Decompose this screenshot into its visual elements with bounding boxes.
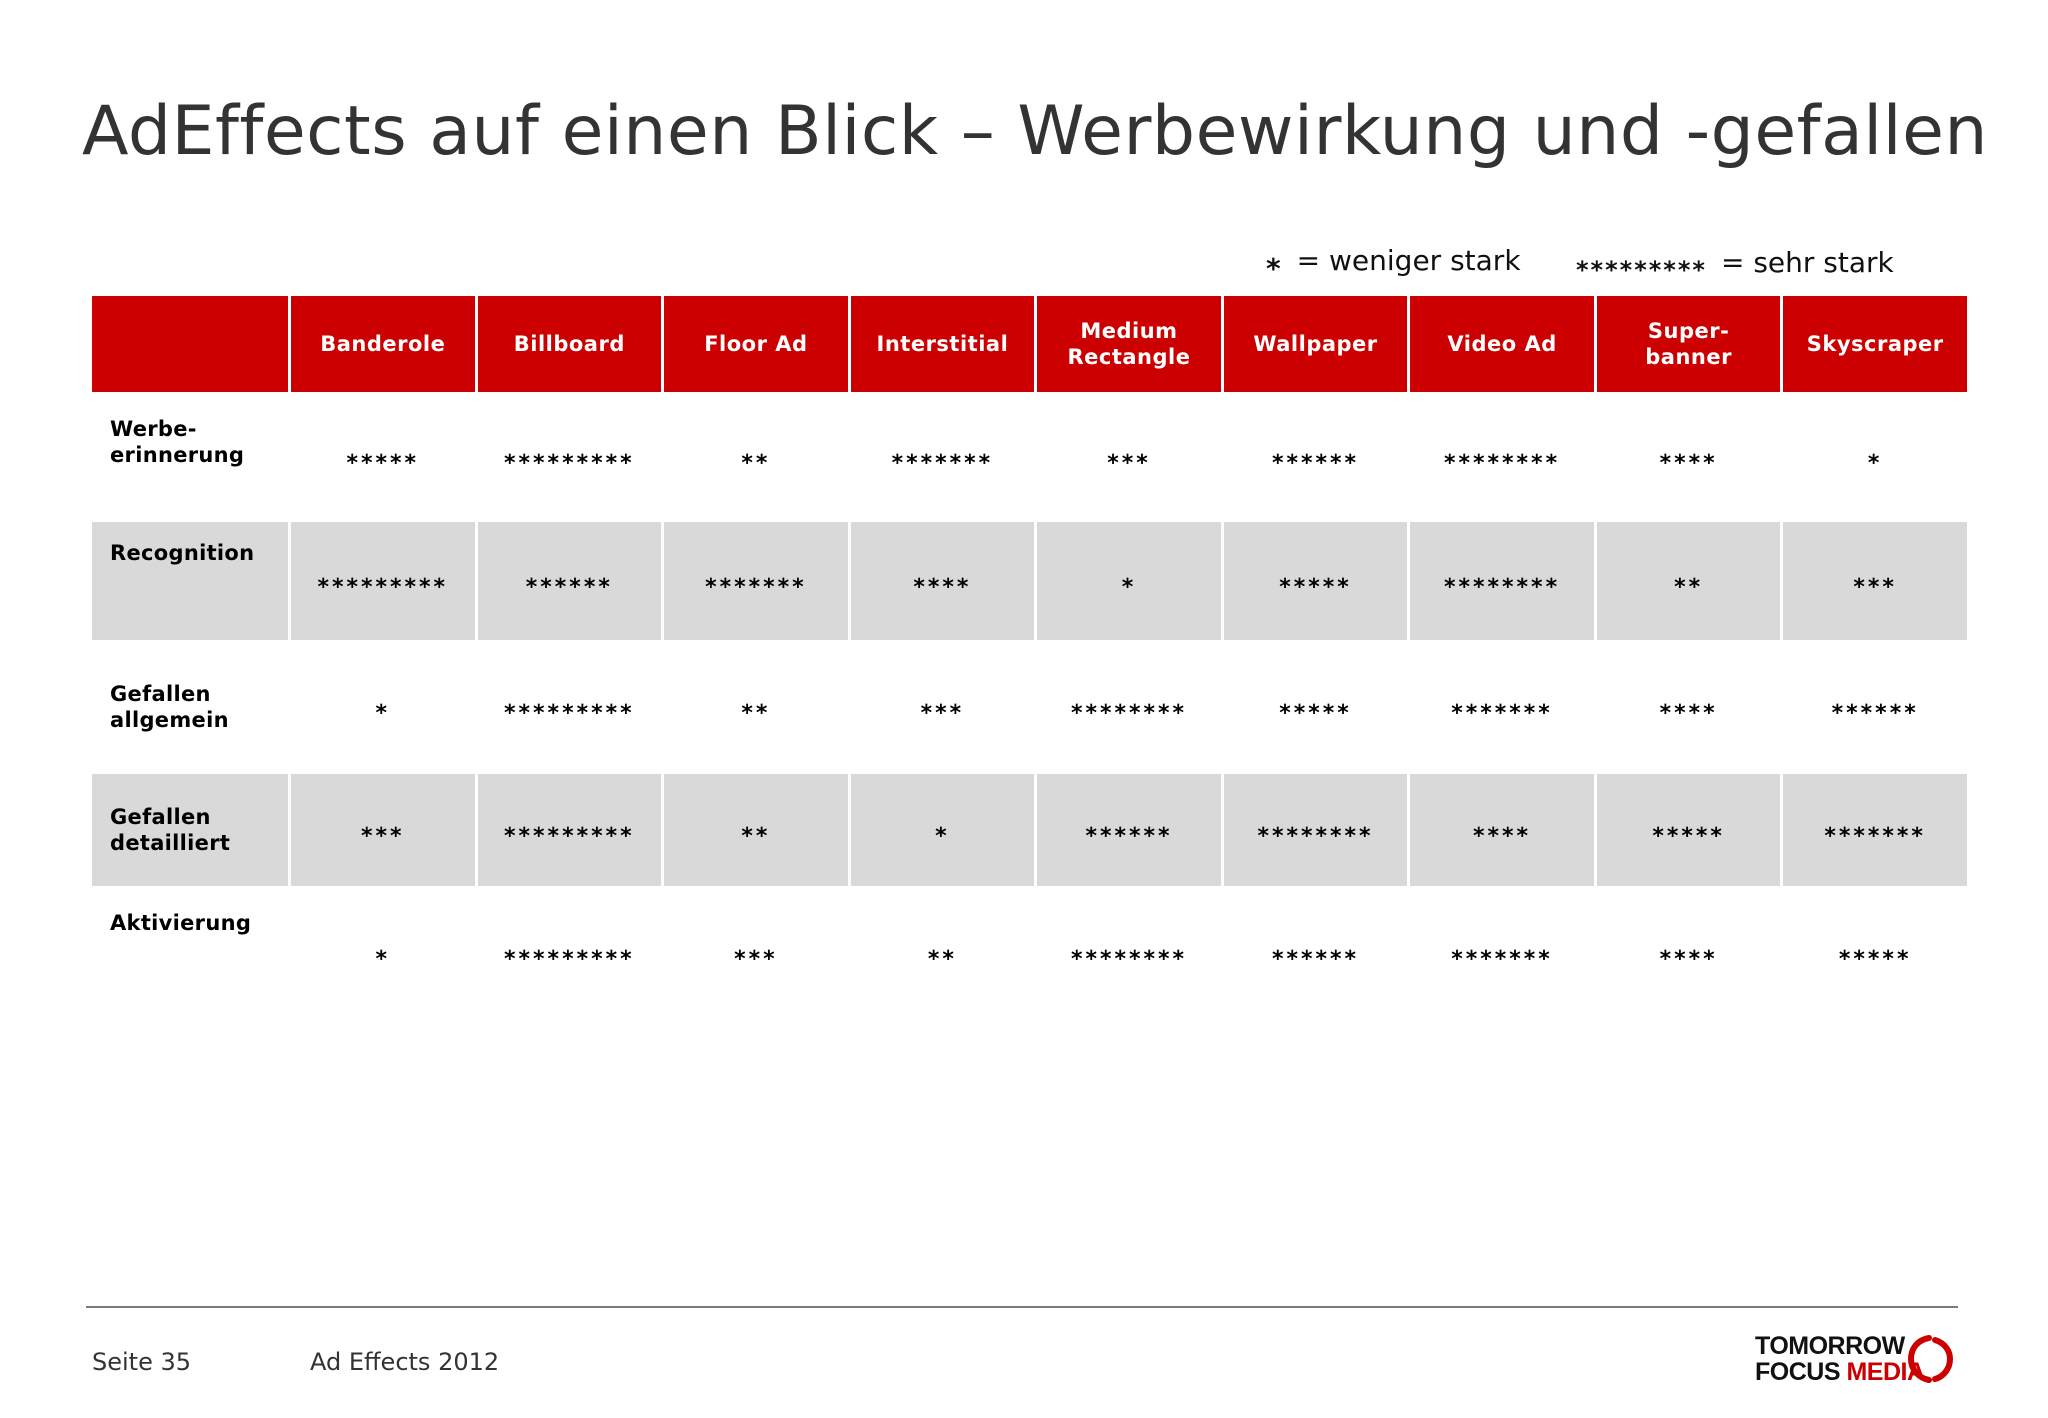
rating-cell: ******* <box>1410 886 1594 1014</box>
legend-strong <box>1576 246 1894 284</box>
rating-cell: ********* <box>291 516 475 640</box>
rating-cell: ** <box>664 640 848 768</box>
rating-cell: ****** <box>1037 768 1221 886</box>
table-row-aktivierung <box>92 886 1967 1014</box>
rating-cell: ***** <box>1224 640 1408 768</box>
rating-cell: **** <box>851 516 1035 640</box>
rating-cell: ******** <box>1037 886 1221 1014</box>
rating-cell: **** <box>1410 768 1594 886</box>
rating-cell: **** <box>1597 886 1781 1014</box>
rating-cell: * <box>291 886 475 1014</box>
rating-cell: ****** <box>478 516 662 640</box>
rating-cell: ******** <box>1224 768 1408 886</box>
rating-cell: ***** <box>291 392 475 516</box>
row-label: Gefallen allgemein <box>92 640 288 768</box>
rating-cell: *** <box>664 886 848 1014</box>
rating-cell: ****** <box>1224 886 1408 1014</box>
comparison-table <box>89 296 1970 1014</box>
rating-cell: ** <box>1597 516 1781 640</box>
tomorrow-focus-media-logo <box>1755 1332 1965 1388</box>
rating-cell: ***** <box>1597 768 1781 886</box>
table-row-gefallen-allgemein <box>92 640 1967 768</box>
rating-cell: ***** <box>1783 886 1967 1014</box>
legend-weak-stars: * <box>1266 252 1283 285</box>
table-row-werbeerinnerung <box>92 392 1967 516</box>
logo-ring-icon <box>1907 1334 1955 1384</box>
header-row <box>92 296 1967 392</box>
logo-text-focus-media: FOCUS MEDIA <box>1755 1358 1925 1386</box>
rating-cell: ***** <box>1224 516 1408 640</box>
rating-cell: ******** <box>1410 516 1594 640</box>
row-label: Gefallen detailliert <box>92 768 288 886</box>
rating-cell: ******* <box>1783 768 1967 886</box>
legend-strong-stars: ********* <box>1576 256 1707 284</box>
rating-cell: *** <box>291 768 475 886</box>
rating-cell: ********* <box>478 768 662 886</box>
row-label: Recognition <box>92 516 288 640</box>
rating-cell: ******* <box>1410 640 1594 768</box>
rating-cell: ******* <box>664 516 848 640</box>
rating-cell: ** <box>851 886 1035 1014</box>
row-label: Werbe- erinnerung <box>92 392 288 516</box>
col-header-floor-ad: Floor Ad <box>664 296 848 392</box>
page-number: Seite 35 <box>92 1348 192 1376</box>
rating-cell: ** <box>664 392 848 516</box>
rating-cell: * <box>1037 516 1221 640</box>
rating-cell: **** <box>1597 392 1781 516</box>
table-row-gefallen-detailliert <box>92 768 1967 886</box>
legend-strong-label: = sehr stark <box>1720 246 1894 279</box>
rating-cell: ******** <box>1410 392 1594 516</box>
legend-weak <box>1266 244 1521 285</box>
footer-divider <box>86 1306 1958 1308</box>
header-corner <box>92 296 288 392</box>
rating-cell: ********* <box>478 392 662 516</box>
rating-cell: ******** <box>1037 640 1221 768</box>
col-header-skyscraper: Skyscraper <box>1783 296 1967 392</box>
page-title: AdEffects auf einen Blick – Werbewirkung und -gefallen <box>82 92 1988 171</box>
table-row-recognition <box>92 516 1967 640</box>
col-header-interstitial: Interstitial <box>851 296 1035 392</box>
col-header-billboard: Billboard <box>478 296 662 392</box>
col-header-wallpaper: Wallpaper <box>1224 296 1408 392</box>
rating-cell: *** <box>1783 516 1967 640</box>
rating-cell: ****** <box>1224 392 1408 516</box>
col-header-video-ad: Video Ad <box>1410 296 1594 392</box>
col-header-medium-rectangle: Medium Rectangle <box>1037 296 1221 392</box>
rating-cell: ****** <box>1783 640 1967 768</box>
document-name: Ad Effects 2012 <box>310 1348 500 1376</box>
col-header-superbanner: Super- banner <box>1597 296 1781 392</box>
logo-text-tomorrow: TOMORROW <box>1755 1332 1905 1360</box>
rating-cell: *** <box>1037 392 1221 516</box>
rating-cell: ********* <box>478 886 662 1014</box>
legend-weak-label: = weniger stark <box>1296 244 1521 277</box>
rating-cell: *** <box>851 640 1035 768</box>
rating-cell: ********* <box>478 640 662 768</box>
rating-cell: * <box>851 768 1035 886</box>
rating-cell: * <box>1783 392 1967 516</box>
rating-cell: ** <box>664 768 848 886</box>
row-label: Aktivierung <box>92 886 288 1014</box>
rating-cell: **** <box>1597 640 1781 768</box>
col-header-banderole: Banderole <box>291 296 475 392</box>
rating-cell: * <box>291 640 475 768</box>
rating-cell: ******* <box>851 392 1035 516</box>
